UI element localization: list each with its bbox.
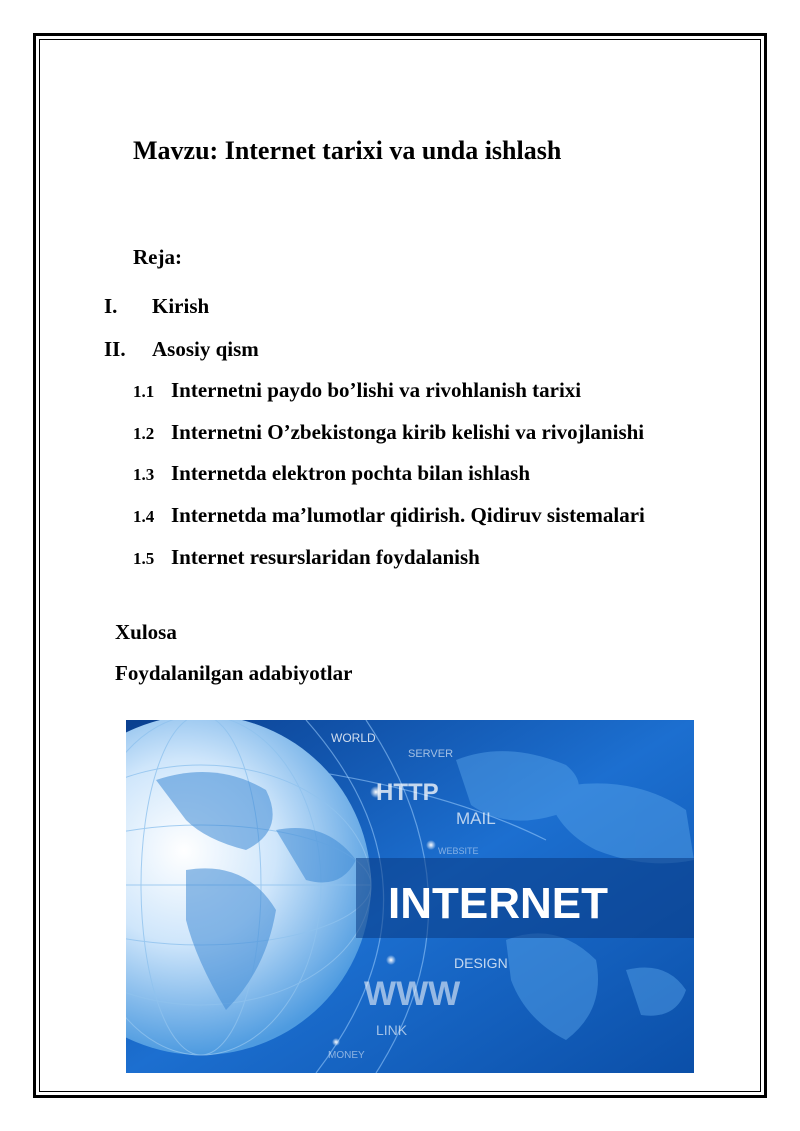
section-item-main-part [104, 337, 259, 362]
word-world: WORLD [331, 731, 376, 745]
subsection-number: 1.2 [133, 424, 155, 443]
subsection-label: Internetda elektron pochta bilan ishlash [171, 461, 530, 485]
section-number: I. [104, 294, 118, 318]
subsection-item [133, 420, 644, 445]
subsection-number: 1.5 [133, 549, 155, 568]
conclusion-item: Xulosa [115, 620, 177, 644]
internet-illustration [126, 720, 694, 1073]
subsection-item [133, 545, 480, 570]
word-money: MONEY [328, 1050, 365, 1061]
word-mail: MAIL [456, 809, 496, 828]
section-item-introduction [104, 294, 209, 319]
subsection-label: Internetni O’zbekistonga kirib kelishi va rivojlanishi [171, 420, 645, 444]
subsection-number: 1.3 [133, 465, 155, 484]
section-label: Kirish [152, 294, 210, 318]
plan-heading: Reja: [133, 245, 182, 269]
subsection-label: Internetni paydo bo’lishi va rivohlanish tarixi [171, 378, 582, 402]
word-design: DESIGN [454, 955, 508, 971]
subsection-label: Internetda ma’lumotlar qidirish. Qidiruv sistemalari [171, 503, 645, 527]
page-title: Mavzu: Internet tarixi va unda ishlash [133, 136, 562, 165]
main-word-internet: INTERNET [388, 879, 608, 928]
word-www: WWW [364, 975, 461, 1013]
word-http: HTTP [376, 779, 439, 806]
subsection-label: Internet resurslaridan foydalanish [171, 545, 480, 569]
section-number: II. [104, 337, 126, 361]
subsection-item [133, 461, 530, 486]
references-item: Foydalanilgan adabiyotlar [115, 661, 353, 685]
subsection-item [133, 378, 581, 403]
word-website: WEBSITE [438, 846, 479, 856]
word-server: SERVER [408, 748, 454, 760]
word-link: LINK [376, 1022, 408, 1038]
subsection-number: 1.1 [133, 382, 155, 401]
subsection-number: 1.4 [133, 507, 155, 526]
subsection-item [133, 503, 645, 528]
section-label: Asosiy qism [152, 337, 259, 361]
